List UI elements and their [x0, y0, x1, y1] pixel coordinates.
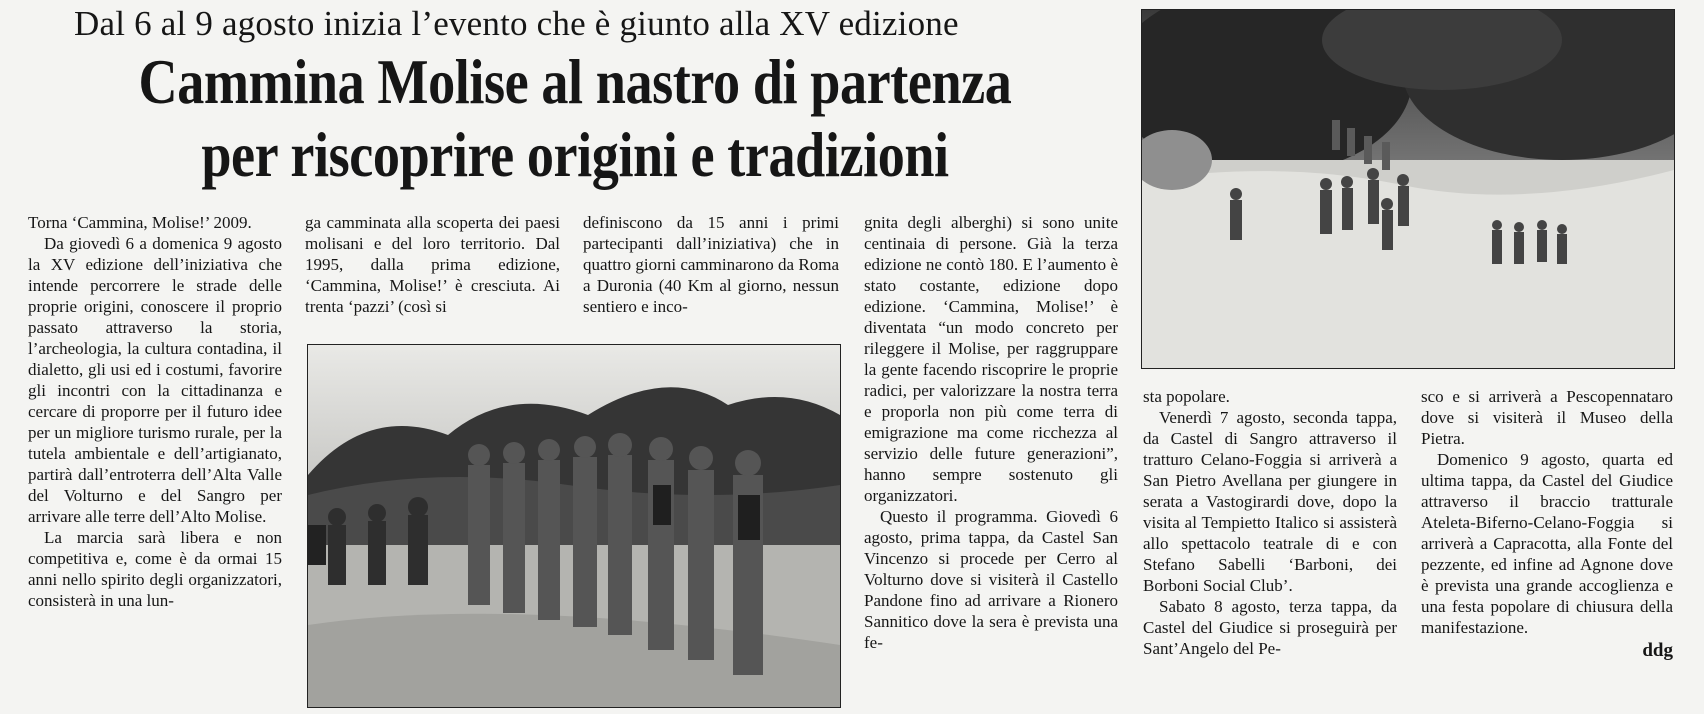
paragraph: Questo il programma. Giovedì 6 agosto, prima tappa, da Castel San Vincenzo si procede per Cerro al Volturno dove si visiterà il Castello Pandone fino ad arrivare a Rionero Sannitico dove la sera è prevista una fe- [864, 507, 1118, 652]
paragraph: Torna ‘Cammina, Molise!’ 2009. [28, 213, 252, 232]
article-column-2 [305, 212, 560, 317]
photo-hikers-field [1141, 9, 1675, 369]
paragraph: Sabato 8 agosto, terza tappa, da Castel del Giudice si proseguirà per Sant’Angelo del Pe- [1143, 597, 1397, 658]
photo-hikers-group-image [308, 345, 840, 707]
article-column-3 [583, 212, 839, 317]
paragraph: gnita degli alberghi) si sono unite centinaia di persone. Già la terza edizione ne contò 180. E l’aumento è stato costante, edizione dopo edizione. ‘Cammina, Molise!’ è diventata “un modo concreto per rileggere il Molise, per raggruppare la gente facendo riscoprire le proprie radici, per valorizzare la nostra terra e proporla non più come terra di emigrazione ma come ricchezza al servizio delle future generazioni”, hanno sempre sostenuto gli organizzatori. [864, 213, 1118, 505]
article-column-6 [1421, 386, 1673, 666]
article-column-5 [1143, 386, 1397, 659]
paragraph: sta popolare. [1143, 387, 1230, 406]
article-headline [98, 46, 1053, 192]
headline-line-1: Cammina Molise al nastro di partenza [138, 47, 1012, 117]
article-column-4 [864, 212, 1118, 653]
paragraph: La marcia sarà libera e non competitiva e, come è da ormai 15 anni nello spirito degli organizzatori, consisterà in una lun- [28, 528, 282, 610]
paragraph: Domenico 9 agosto, quarta ed ultima tappa, da Castel del Giudice attraverso il braccio tratturale Ateleta-Biferno-Celano-Foggia si arriverà a Capracotta, alla Fonte del pezzente, ed infine ad Agnone dove è prevista una grande accoglienza e una festa popolare di chiusura della manifestazione. [1421, 450, 1673, 637]
paragraph: Da giovedì 6 a domenica 9 agosto la XV edizione dell’iniziativa che intende percorrere le strade delle proprie origini, conoscere il proprio passato attraverso la storia, l’archeologia, la cultura contadina, il dialetto, gli usi ed i costumi, favorire gli incontri con la cittadinanza e cercare di proporre per il futuro idee per un migliore turismo rurale, per la tutela ambientale e dell’artigianato, partirà dall’entroterra dell’Alta Valle del Volturno e del Sangro per arrivare alle terre dell’Alto Molise. [28, 234, 282, 526]
paragraph: definiscono da 15 anni i primi partecipanti dall’iniziativa) che in quattro giorni camminarono da Roma a Duronia (40 Km al giorno, nessun sentiero e inco- [583, 213, 839, 316]
paragraph: sco e si arriverà a Pescopennataro dove si visiterà il Museo della Pietra. [1421, 387, 1673, 448]
photo-hikers-group [307, 344, 841, 708]
article-column-1 [28, 212, 282, 611]
article-kicker: Dal 6 al 9 agosto inizia l’evento che è giunto alla XV edizione [74, 4, 959, 43]
headline-line-2: per riscoprire origini e tradizioni [201, 120, 949, 190]
paragraph: ga camminata alla scoperta dei paesi molisani e del loro territorio. Dal 1995, dalla prima edizione, ‘Cammina, Molise!’ è cresciuta. Ai trenta ‘pazzi’ (così si [305, 213, 560, 316]
author-signature: ddg [1642, 640, 1673, 661]
photo-hikers-field-image [1142, 10, 1674, 368]
paragraph: Venerdì 7 agosto, seconda tappa, da Castel di Sangro attraverso il tratturo Celano-Foggia si arriverà a San Pietro Avellana per giungere in serata a Vastogirardi dove, dopo la visita al Tempietto Italico si assisterà allo spettacolo teatrale di e con Stefano Sabelli ‘Barboni, dei Borboni Social Club’. [1143, 408, 1397, 595]
